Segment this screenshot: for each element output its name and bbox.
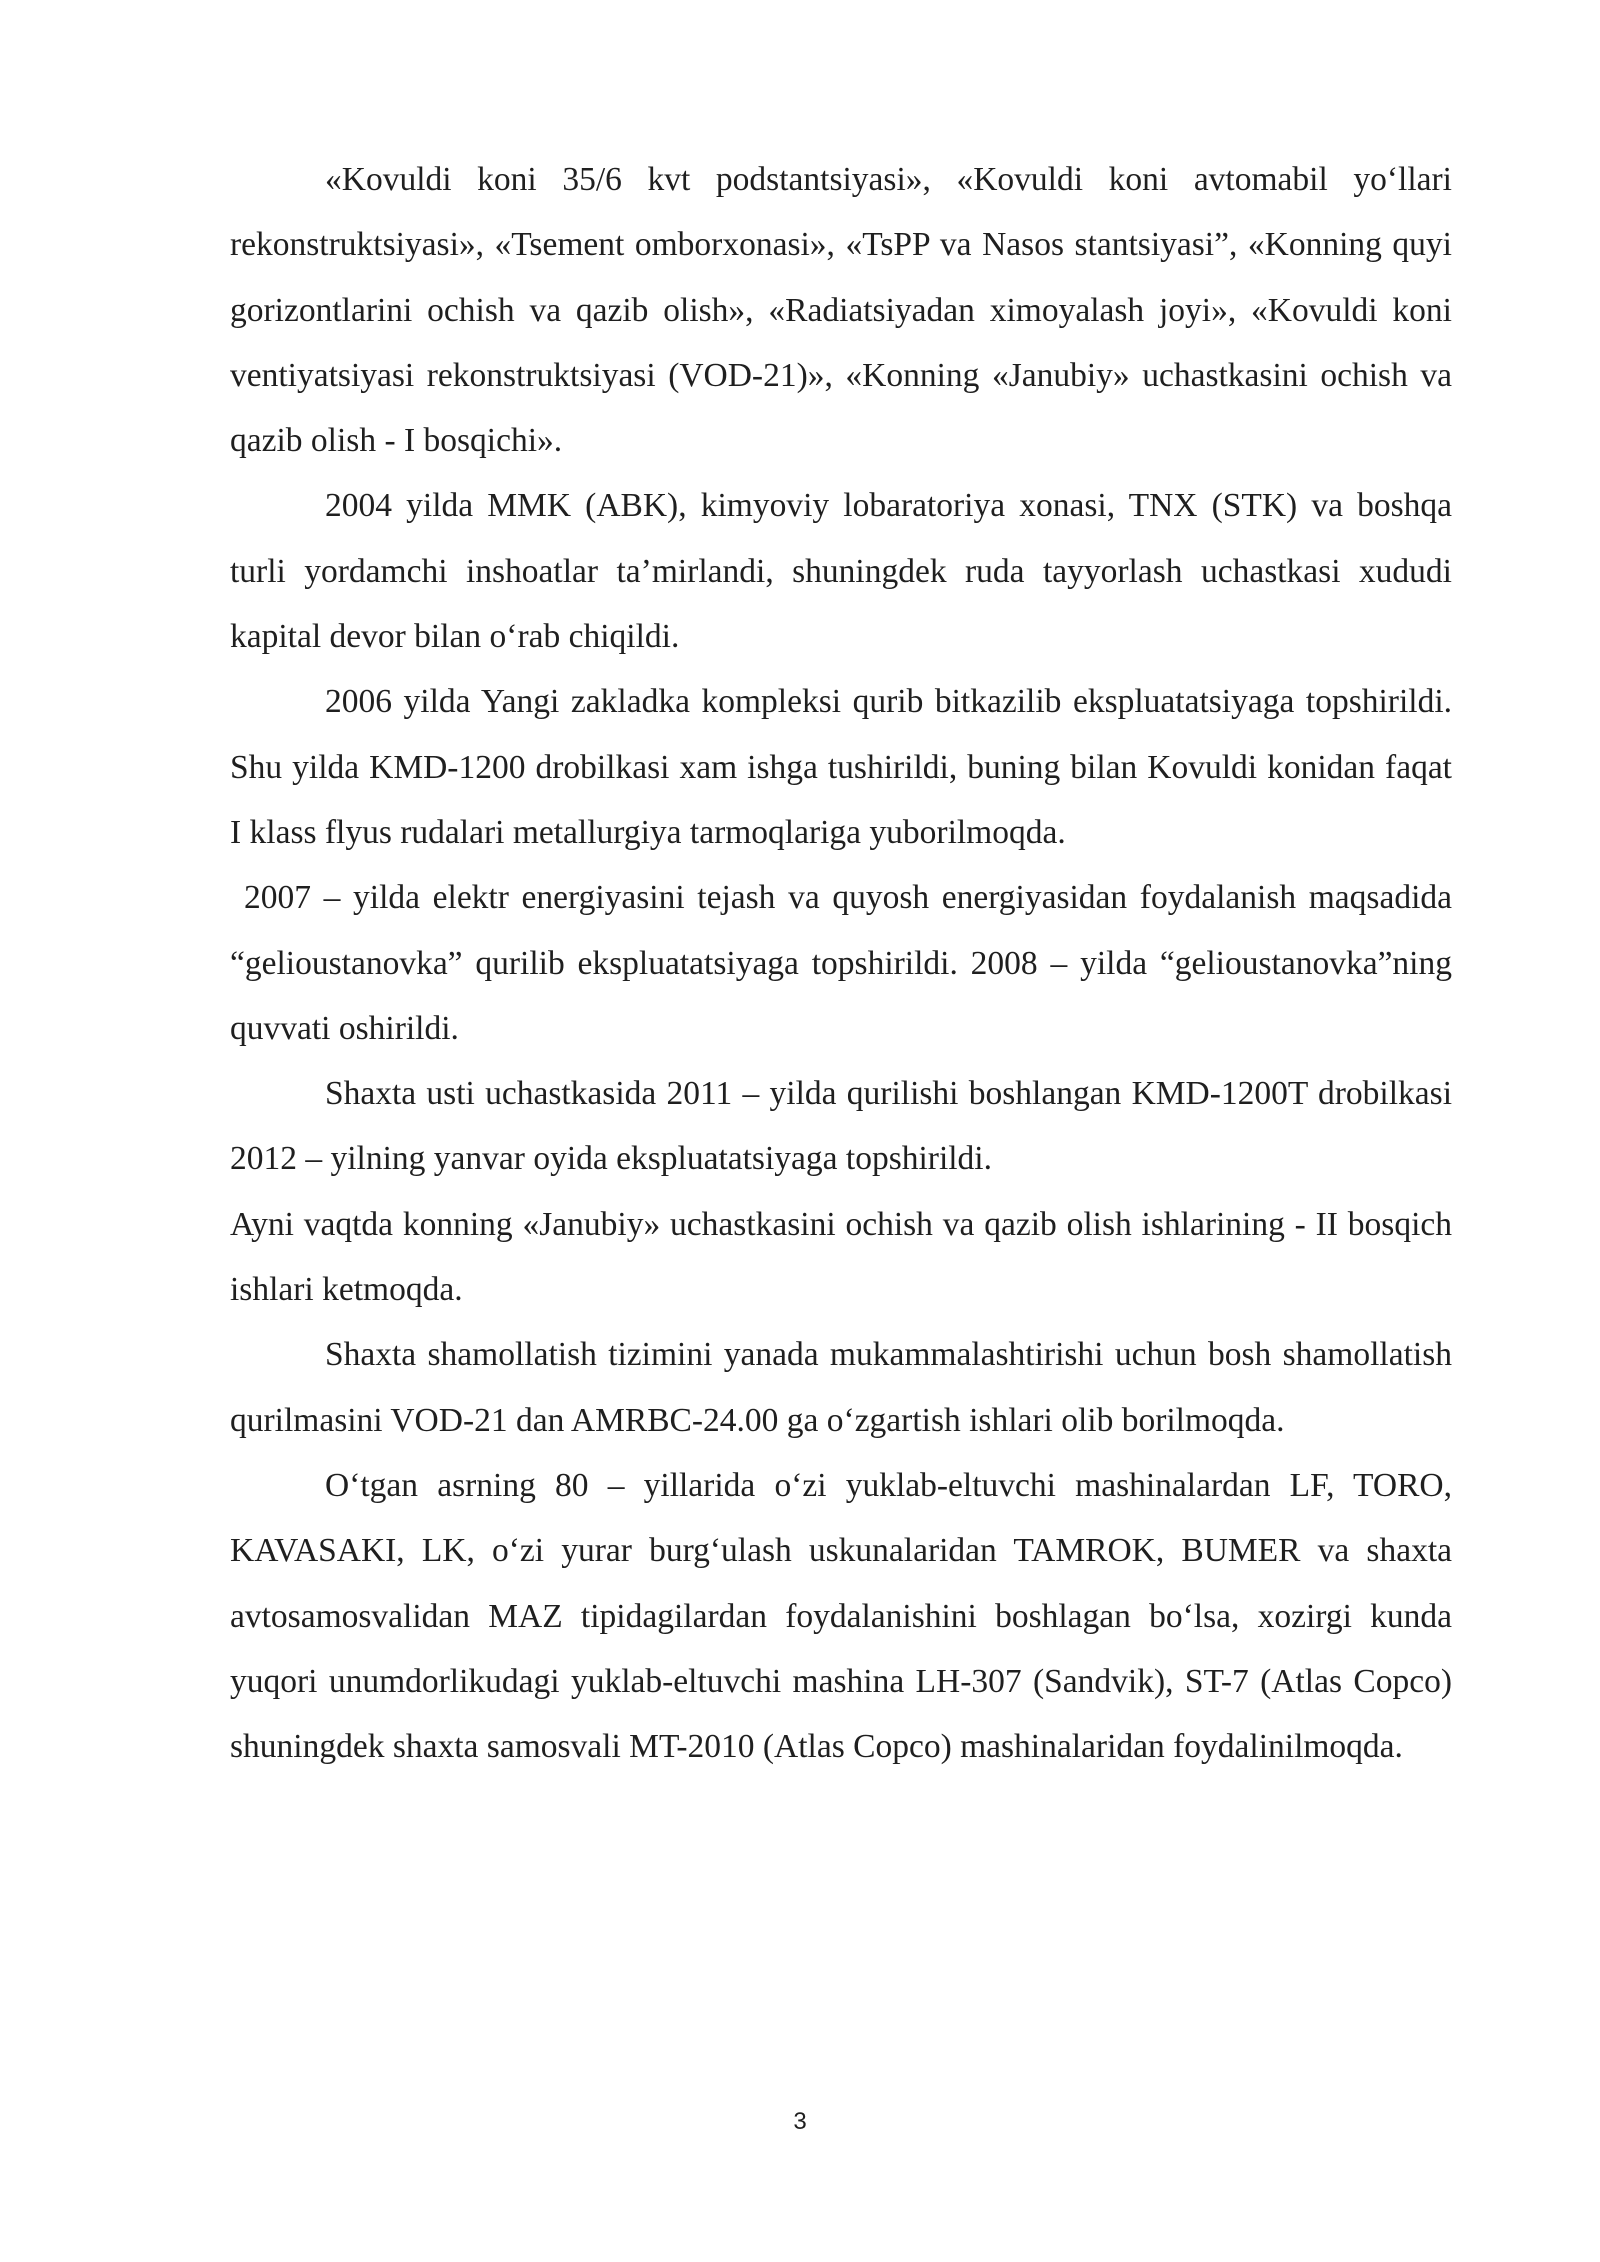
- paragraph-machinery: O‘tgan asrning 80 – yillarida o‘zi yuklab-eltuvchi mashinalardan LF, TORO, KAVASAKI, LK, o‘zi yurar burg‘ulash uskunalaridan TAMROK, BUMER va shaxta avtosamosvalidan MAZ tipidagilardan foydalanishini boshlagan bo‘lsa, xozirgi kunda yuqori unumdorlikudagi yuklab-eltuvchi mashina LH-307 (Sandvik), ST-7 (Atlas Copco) shuningdek shaxta samosvali MT-2010 (Atlas Copco) mashinalaridan foydalinilmoqda.: [230, 1466, 1452, 1766]
- document-body: [230, 147, 1452, 1779]
- page-number: 3: [793, 2108, 807, 2135]
- paragraph-objects-list: «Kovuldi koni 35/6 kvt podstantsiyasi», «Kovuldi koni avtomabil yo‘llari rekonstruktsiyasi», «Tsement omborxonasi», «TsPP va Nasos stantsiyasi”, «Konning quyi gorizontlarini ochish va qazib olish», «Radiatsiyadan ximoyalash joyi», «Kovuldi koni ventiyatsiyasi rekonstruktsiyasi (VOD-21)», «Konning «Janubiy» uchastkasini ochish va qazib olish - I bosqichi».: [230, 161, 1452, 460]
- paragraph-2011: Shaxta usti uchastkasida 2011 – yilda qurilishi boshlangan KMD-1200T drobilkasi 2012 – yilning yanvar oyida ekspluatatsiyaga topshirildi.: [230, 1075, 1452, 1178]
- paragraph-2007: 2007 – yilda elektr energiyasini tejash va quyosh energiyasidan foydalanish maqsadida “gelioustanovka” qurilib ekspluatatsiyaga topshirildi. 2008 – yilda “gelioustanovka”ning quvvati oshirildi.: [230, 879, 1452, 1047]
- paragraph-ventilation: Shaxta shamollatish tizimini yanada mukammalashtirishi uchun bosh shamollatish qurilmasini VOD-21 dan AMRBC-24.00 ga o‘zgartish ishlari olib borilmoqda.: [230, 1336, 1452, 1439]
- paragraph-janubiy: Ayni vaqtda konning «Janubiy» uchastkasini ochish va qazib olish ishlarining - II bosqich ishlari ketmoqda.: [230, 1205, 1452, 1309]
- paragraph-2006: 2006 yilda Yangi zakladka kompleksi qurib bitkazilib ekspluatatsiyaga topshirildi. Shu yilda KMD-1200 drobilkasi xam ishga tushirildi, buning bilan Kovuldi konidan faqat I klass flyus rudalari metallurgiya tarmoqlariga yuborilmoqda.: [230, 683, 1452, 851]
- paragraph-2004: 2004 yilda MMK (ABK), kimyoviy lobaratoriya xonasi, TNX (STK) va boshqa turli yordamchi inshoatlar ta’mirlandi, shuningdek ruda tayyorlash uchastkasi xududi kapital devor bilan o‘rab chiqildi.: [230, 487, 1452, 656]
